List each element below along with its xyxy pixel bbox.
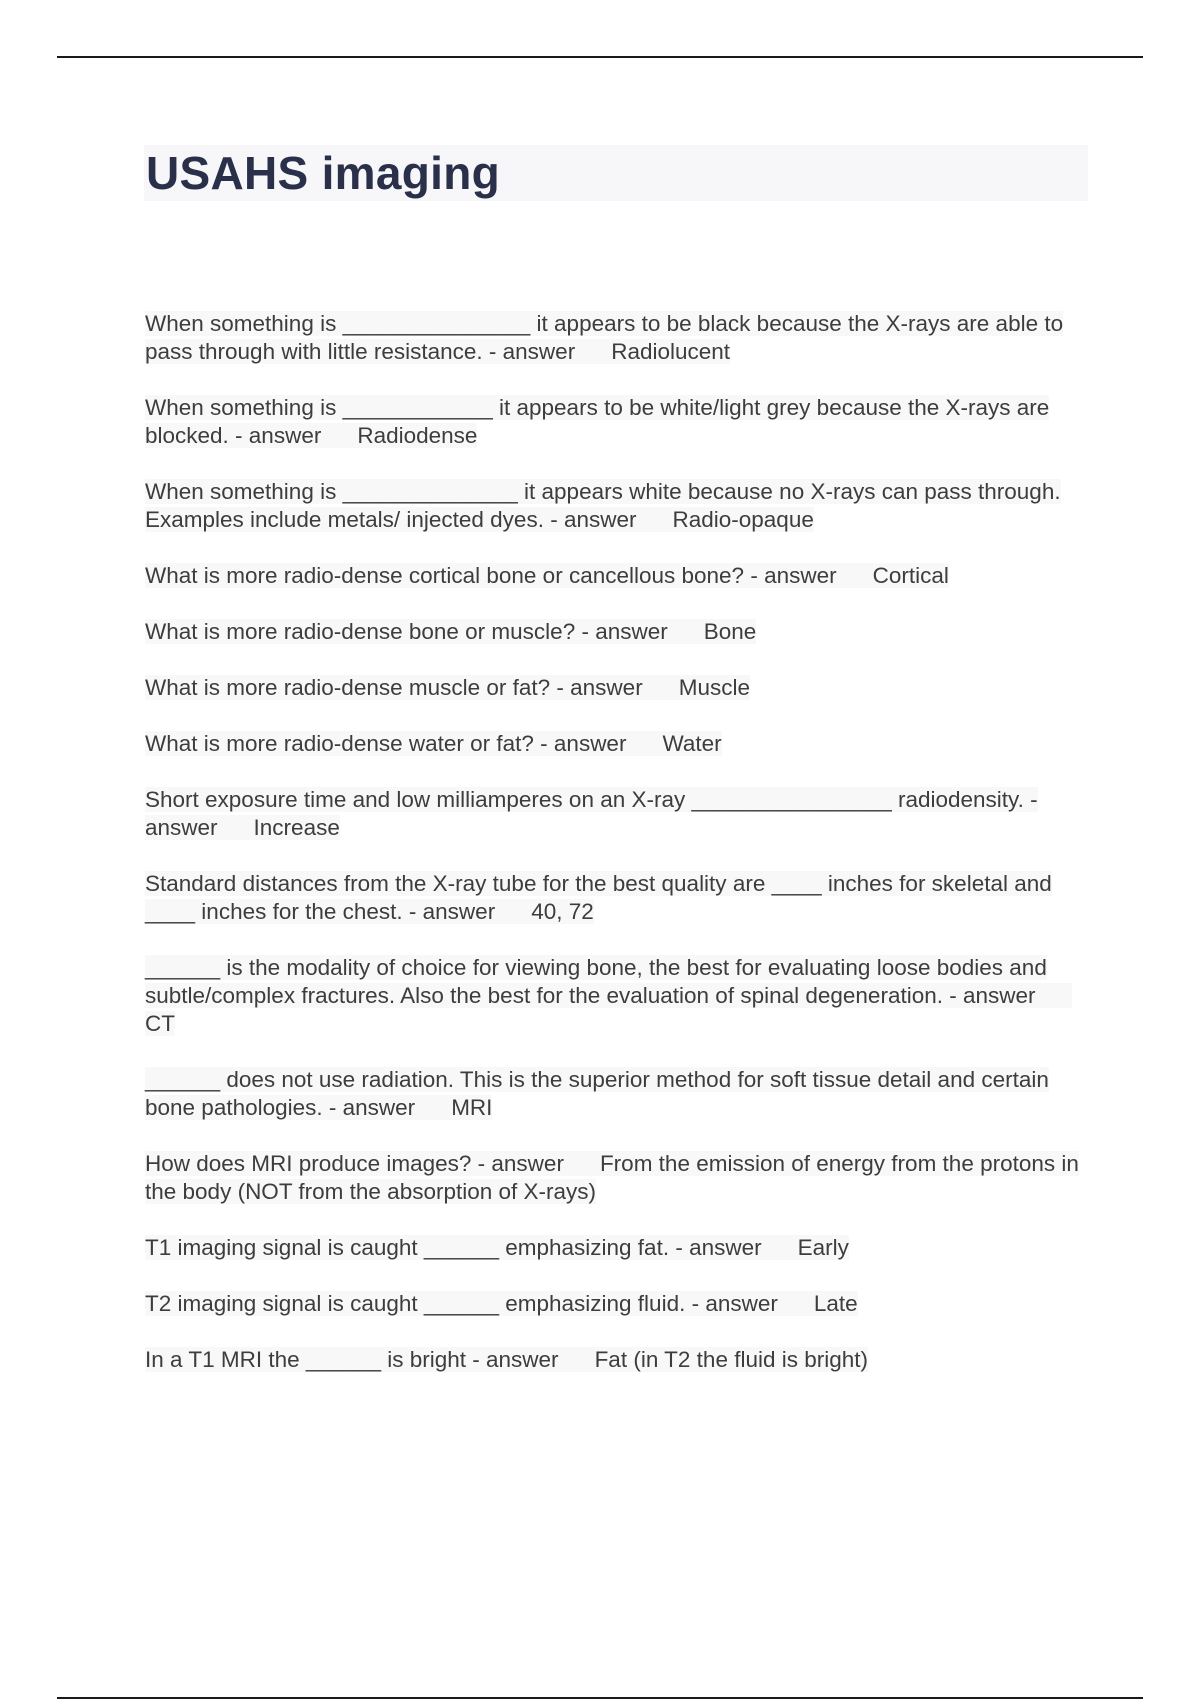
qa-list <box>145 310 1085 1402</box>
answer-text: Early <box>797 1235 849 1260</box>
qa-item <box>145 1346 1085 1374</box>
answer-text: CT <box>145 1011 175 1036</box>
answer-text: Fat (in T2 the fluid is bright) <box>594 1347 869 1372</box>
answer-text: Increase <box>253 815 340 840</box>
answer-text: Water <box>662 731 722 756</box>
qa-item <box>145 870 1085 926</box>
qa-item <box>145 1290 1085 1318</box>
question-text: What is more radio-dense cortical bone or cancellous bone? - answer <box>145 563 837 588</box>
answer-text: Cortical <box>872 563 949 588</box>
answer-text: Radio-opaque <box>672 507 814 532</box>
qa-item <box>145 618 1085 646</box>
qa-item <box>145 786 1085 842</box>
question-text: T2 imaging signal is caught ______ emphasizing fluid. - answer <box>145 1291 778 1316</box>
qa-item <box>145 954 1085 1038</box>
answer-text: Radiodense <box>357 423 478 448</box>
question-text: Standard distances from the X-ray tube for the best quality are ____ inches for skeletal and ____ inches for the chest. - answer <box>145 871 1052 924</box>
question-text: How does MRI produce images? - answer <box>145 1151 564 1176</box>
answer-text: 40, 72 <box>531 899 594 924</box>
question-text: In a T1 MRI the ______ is bright - answer <box>145 1347 559 1372</box>
question-text: What is more radio-dense water or fat? - answer <box>145 731 627 756</box>
question-text: When something is _______________ it appears to be black because the X-rays are able to pass through with little resistance. - answer <box>145 311 1064 364</box>
answer-text: Muscle <box>678 675 750 700</box>
answer-text: Bone <box>703 619 757 644</box>
qa-item <box>145 478 1085 534</box>
question-text: What is more radio-dense muscle or fat? - answer <box>145 675 643 700</box>
top-rule <box>57 56 1143 58</box>
qa-item <box>145 1066 1085 1122</box>
question-text: What is more radio-dense bone or muscle? - answer <box>145 619 668 644</box>
answer-text: Late <box>813 1291 858 1316</box>
qa-item <box>145 310 1085 366</box>
qa-item <box>145 730 1085 758</box>
qa-item <box>145 1234 1085 1262</box>
answer-text: Radiolucent <box>611 339 731 364</box>
question-text: When something is ______________ it appears white because no X-rays can pass through. Examples include metals/ injected dyes. - answer <box>145 479 1061 532</box>
bottom-rule <box>57 1697 1143 1699</box>
question-text: ______ does not use radiation. This is the superior method for soft tissue detail and certain bone pathologies. - answer <box>145 1067 1049 1120</box>
qa-item <box>145 674 1085 702</box>
document-title: USAHS imaging <box>146 147 501 199</box>
qa-item <box>145 394 1085 450</box>
qa-item <box>145 562 1085 590</box>
question-text: ______ is the modality of choice for viewing bone, the best for evaluating loose bodies and subtle/complex fractures. Also the best for the evaluation of spinal degeneration. - answer <box>145 955 1047 1008</box>
question-text: Short exposure time and low milliamperes on an X-ray ________________ radiodensity. - answer <box>145 787 1038 840</box>
answer-text: From the emission of energy from the protons in the body (NOT from the absorption of X-rays) <box>145 1151 1079 1204</box>
question-text: T1 imaging signal is caught ______ emphasizing fat. - answer <box>145 1235 762 1260</box>
title-banner <box>144 145 1088 201</box>
question-text: When something is ____________ it appears to be white/light grey because the X-rays are blocked. - answer <box>145 395 1050 448</box>
answer-text: MRI <box>451 1095 493 1120</box>
qa-item <box>145 1150 1085 1206</box>
